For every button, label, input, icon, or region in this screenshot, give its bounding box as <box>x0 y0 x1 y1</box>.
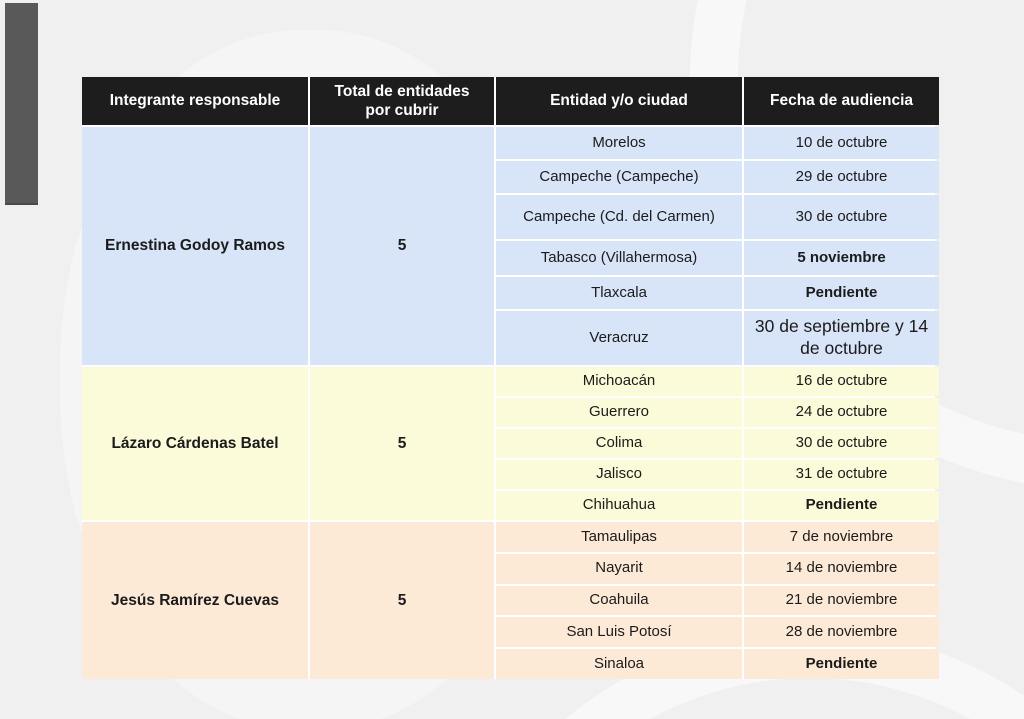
member-total: 5 <box>310 367 494 520</box>
entity-cell: Campeche (Campeche) <box>496 161 742 193</box>
date-cell: 24 de octubre <box>744 398 939 427</box>
date-cell: 30 de septiembre y 14 de octubre <box>744 311 939 365</box>
date-cell: 30 de octubre <box>744 429 939 458</box>
entity-cell: Tlaxcala <box>496 277 742 309</box>
member-name: Lázaro Cárdenas Batel <box>82 367 308 520</box>
group-ernestina-godoy-ramos <box>82 127 935 365</box>
entity-cell: San Luis Potosí <box>496 617 742 647</box>
group-jesus-ramirez-cuevas <box>82 522 935 679</box>
date-cell: 30 de octubre <box>744 195 939 239</box>
entity-cell: Veracruz <box>496 311 742 365</box>
member-total: 5 <box>310 522 494 679</box>
member-name: Jesús Ramírez Cuevas <box>82 522 308 679</box>
date-cell: Pendiente <box>744 277 939 309</box>
entity-cell: Campeche (Cd. del Carmen) <box>496 195 742 239</box>
entity-cell: Chihuahua <box>496 491 742 520</box>
entity-cell: Nayarit <box>496 554 742 584</box>
entity-cell: Tamaulipas <box>496 522 742 552</box>
header-fecha-audiencia: Fecha de audiencia <box>744 77 939 125</box>
date-cell: 5 noviembre <box>744 241 939 275</box>
entity-cell: Sinaloa <box>496 649 742 679</box>
date-cell: Pendiente <box>744 649 939 679</box>
header-total-entidades: Total de entidades por cubrir <box>310 77 494 125</box>
date-cell: 21 de noviembre <box>744 586 939 616</box>
date-cell: 16 de octubre <box>744 367 939 396</box>
date-cell: 28 de noviembre <box>744 617 939 647</box>
left-accent-bar <box>5 3 38 205</box>
entity-cell: Jalisco <box>496 460 742 489</box>
member-name: Ernestina Godoy Ramos <box>82 127 308 365</box>
member-total: 5 <box>310 127 494 365</box>
header-integrante-responsable: Integrante responsable <box>82 77 308 125</box>
date-cell: 10 de octubre <box>744 127 939 159</box>
entity-cell: Michoacán <box>496 367 742 396</box>
date-cell: 14 de noviembre <box>744 554 939 584</box>
date-cell: 31 de octubre <box>744 460 939 489</box>
date-cell: Pendiente <box>744 491 939 520</box>
entity-cell: Morelos <box>496 127 742 159</box>
entity-cell: Guerrero <box>496 398 742 427</box>
header-entidad-ciudad: Entidad y/o ciudad <box>496 77 742 125</box>
table-header-row <box>82 77 935 125</box>
entity-cell: Tabasco (Villahermosa) <box>496 241 742 275</box>
date-cell: 29 de octubre <box>744 161 939 193</box>
entity-cell: Coahuila <box>496 586 742 616</box>
group-lazaro-cardenas-batel <box>82 367 935 520</box>
entity-cell: Colima <box>496 429 742 458</box>
audience-schedule-table <box>82 77 935 679</box>
date-cell: 7 de noviembre <box>744 522 939 552</box>
